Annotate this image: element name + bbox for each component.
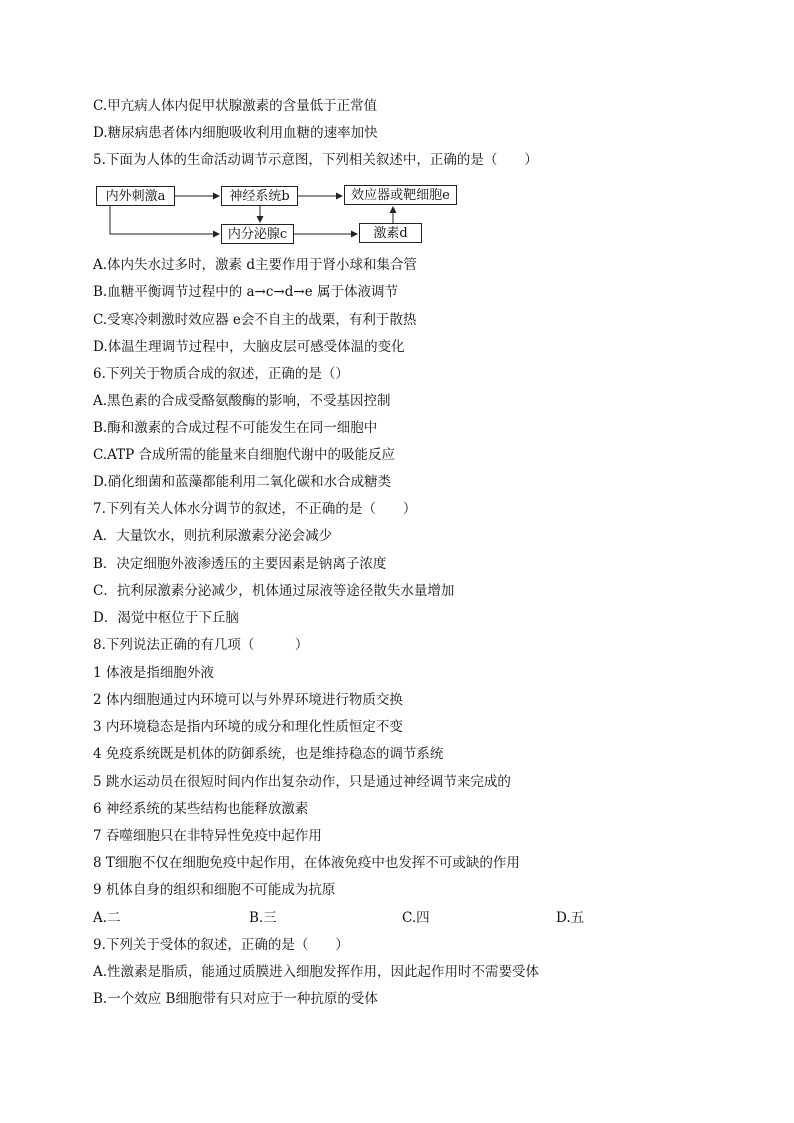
box-effector-e: 效应器或靶细胞e [344,185,457,205]
arrow-a-to-c [110,205,219,234]
q9-stem: 9.下列关于受体的叙述，正确的是（ ） [93,937,349,953]
q5-option-c: C.受寒冷刺激时效应器 e会不自主的战栗，有利于散热 [93,312,417,328]
q7-option-d: D．渴觉中枢位于下丘脑 [93,610,239,626]
q8-statement-7: 7 吞噬细胞只在非特异性免疫中起作用 [93,828,322,844]
q9-option-b: B.一个效应 B细胞带有只对应于一种抗原的受体 [93,991,378,1007]
regulation-diagram [96,182,466,246]
q8-stem: 8.下列说法正确的有几项（ ） [93,637,309,653]
q5-option-a: A.体内失水过多时，激素 d主要作用于肾小球和集合管 [93,257,417,273]
q6-option-c: C.ATP 合成所需的能量来自细胞代谢中的吸能反应 [93,447,396,463]
q7-stem: 7.下列有关人体水分调节的叙述，不正确的是（ ） [93,501,417,517]
q4-option-c: C.甲亢病人体内促甲状腺激素的含量低于正常值 [93,98,378,114]
q7-option-b: B．决定细胞外液渗透压的主要因素是钠离子浓度 [93,556,387,572]
box-hormone-d: 激素d [359,223,422,243]
q8-statement-9: 9 机体自身的组织和细胞不可能成为抗原 [93,882,336,898]
q5-option-b: B.血糖平衡调节过程中的 a→c→d→e 属于体液调节 [93,284,398,300]
q8-statement-3: 3 内环境稳态是指内环境的成分和理化性质恒定不变 [93,719,403,735]
q6-option-b: B.酶和激素的合成过程不可能发生在同一细胞中 [93,420,378,436]
q8-statement-8: 8 T细胞不仅在细胞免疫中起作用，在体液免疫中也发挥不可或缺的作用 [93,855,520,871]
q6-stem: 6.下列关于物质合成的叙述，正确的是（） [93,366,349,382]
q8-option-d: D.五 [556,910,585,926]
q5-stem: 5.下面为人体的生命活动调节示意图，下列相关叙述中，正确的是（ ） [93,152,538,168]
q6-option-a: A.黑色素的合成受酪氨酸酶的影响，不受基因控制 [93,393,391,409]
q7-option-c: C．抗利尿激素分泌减少，机体通过尿液等途径散失水量增加 [93,583,455,599]
q8-statement-6: 6 神经系统的某些结构也能释放激素 [93,801,309,817]
q7-option-a: A．大量饮水，则抗利尿激素分泌会减少 [93,528,333,544]
q8-statement-1: 1 体液是指细胞外液 [93,665,214,681]
q8-option-c: C.四 [402,910,430,926]
q4-option-d: D.糖尿病患者体内细胞吸收利用血糖的速率加快 [93,125,378,141]
q5-option-d: D.体温生理调节过程中，大脑皮层可感受体温的变化 [93,339,405,355]
q8-option-a: A.二 [93,910,121,926]
box-stimulus-a: 内外刺激a [96,186,175,206]
q9-option-a: A.性激素是脂质，能通过质膜进入细胞发挥作用，因此起作用时不需要受体 [93,964,540,980]
q8-statement-4: 4 免疫系统既是机体的防御系统，也是维持稳态的调节系统 [93,746,444,762]
box-endocrine-gland-c: 内分泌腺c [221,224,294,244]
box-nervous-system-b: 神经系统b [221,186,298,206]
q8-option-b: B.三 [249,910,277,926]
q8-statement-2: 2 体内细胞通过内环境可以与外界环境进行物质交换 [93,692,403,708]
q8-statement-5: 5 跳水运动员在很短时间内作出复杂动作，只是通过神经调节来完成的 [93,774,511,790]
q6-option-d: D.硝化细菌和蓝藻都能利用二氧化碳和水合成糖类 [93,474,392,490]
